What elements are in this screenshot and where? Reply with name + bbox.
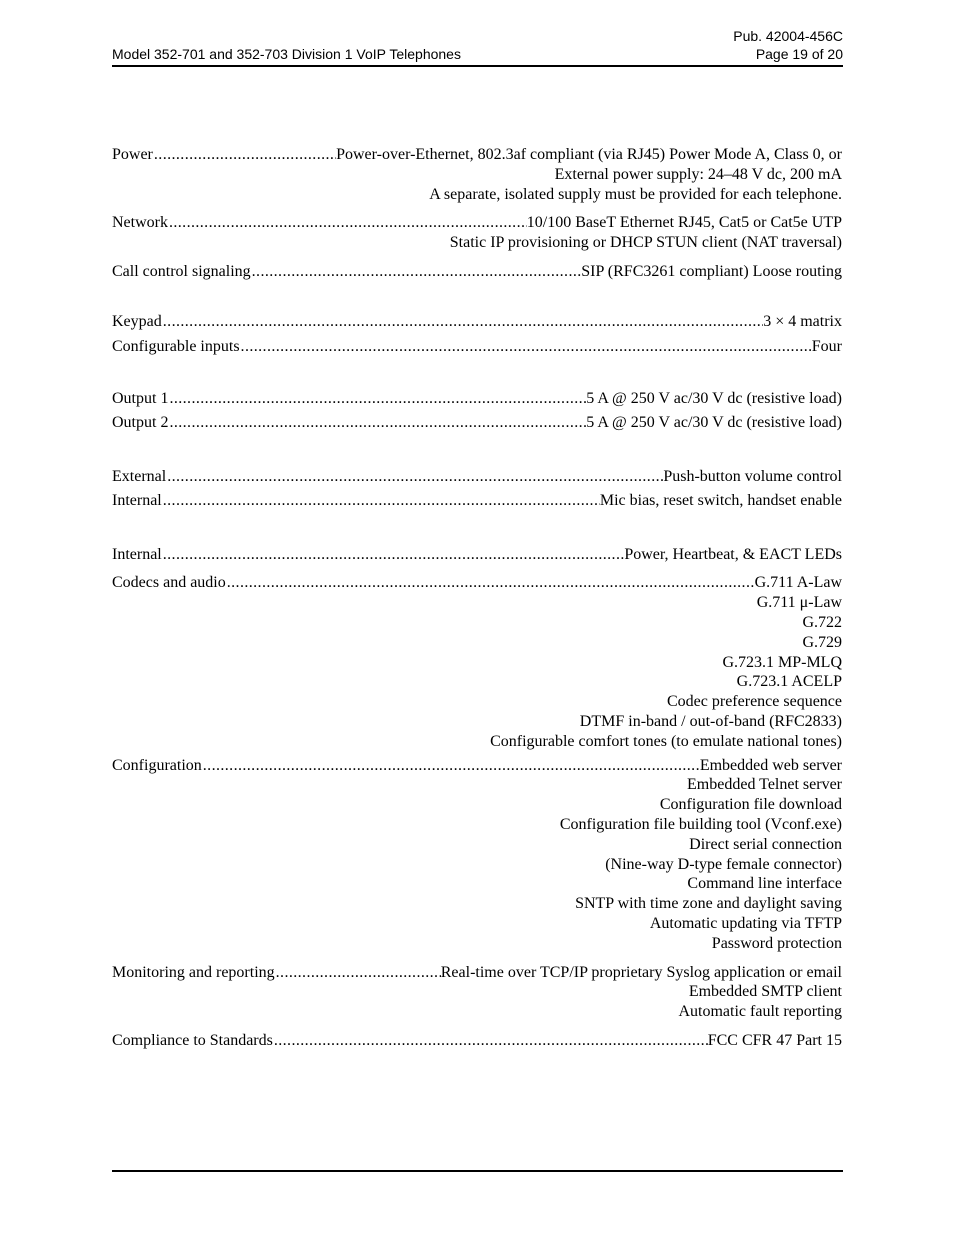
spec-label: Network bbox=[112, 214, 168, 232]
spec-value-line: Direct serial connection bbox=[689, 835, 842, 853]
spec-compliance bbox=[112, 1031, 842, 1051]
spec-value: Embedded web server bbox=[699, 756, 842, 774]
spec-value-line: Static IP provisioning or DHCP STUN client (NAT traversal) bbox=[449, 234, 842, 252]
spec-label: Compliance to Standards bbox=[112, 1031, 273, 1049]
dot-leader bbox=[202, 756, 700, 776]
publication-number: Pub. 42004-456C bbox=[733, 28, 843, 44]
spec-value-line: Configurable comfort tones (to emulate national tones) bbox=[490, 732, 842, 750]
spec-value-line: G.723.1 ACELP bbox=[736, 673, 842, 691]
spec-list bbox=[112, 145, 842, 1051]
spec-value-line: Configuration file download bbox=[659, 796, 842, 814]
spec-value: Real-time over TCP/IP proprietary Syslog application or email bbox=[440, 963, 842, 981]
spec-value-line: G.722 bbox=[802, 613, 842, 631]
dot-leader bbox=[251, 262, 582, 282]
spec-label: External bbox=[112, 467, 167, 485]
dot-leader bbox=[168, 213, 527, 233]
spec-value-line: G.729 bbox=[802, 633, 842, 651]
spec-external bbox=[112, 467, 842, 487]
spec-network bbox=[112, 213, 842, 253]
spec-value-line: DTMF in-band / out-of-band (RFC2833) bbox=[579, 712, 842, 730]
spec-keypad bbox=[112, 312, 842, 332]
spec-value-line: (Nine-way D-type female connector) bbox=[605, 855, 842, 873]
footer-rule bbox=[112, 1170, 843, 1172]
spec-value: FCC CFR 47 Part 15 bbox=[707, 1031, 842, 1049]
spec-value: Power-over-Ethernet, 802.3af compliant (via RJ45) Power Mode A, Class 0, or bbox=[336, 146, 842, 163]
spec-value: 3 × 4 matrix bbox=[763, 312, 842, 330]
spec-label: Configurable inputs bbox=[112, 337, 240, 355]
spec-codecs-audio bbox=[112, 573, 842, 751]
spec-value-line: Command line interface bbox=[687, 875, 842, 893]
spec-label: Monitoring and reporting bbox=[112, 963, 275, 981]
spec-label: Call control signaling bbox=[112, 262, 251, 280]
spec-label: Codecs and audio bbox=[112, 574, 226, 592]
spec-output-1 bbox=[112, 389, 842, 409]
spec-configuration bbox=[112, 756, 842, 954]
spec-label: Internal bbox=[112, 491, 162, 509]
document-title: Model 352-701 and 352-703 Division 1 VoIP Telephones bbox=[112, 46, 461, 62]
spec-value-line: Automatic updating via TFTP bbox=[649, 914, 842, 932]
spec-value-line: Automatic fault reporting bbox=[678, 1003, 842, 1021]
spec-value-line: G.723.1 MP-MLQ bbox=[722, 653, 842, 671]
dot-leader bbox=[162, 491, 600, 511]
spec-value-line: G.711 μ-Law bbox=[756, 594, 842, 612]
dot-leader bbox=[166, 467, 663, 487]
spec-value: Power, Heartbeat, & EACT LEDs bbox=[624, 545, 842, 563]
dot-leader bbox=[273, 1031, 708, 1051]
header-rule bbox=[112, 65, 843, 67]
spec-value-line: Configuration file building tool (Vconf.exe) bbox=[559, 815, 842, 833]
spec-value-line: Embedded Telnet server bbox=[687, 776, 842, 794]
spec-value: Push-button volume control bbox=[663, 467, 842, 485]
spec-value: 5 A @ 250 V ac/30 V dc (resistive load) bbox=[586, 414, 842, 432]
dot-leader bbox=[275, 963, 441, 983]
dot-leader bbox=[240, 337, 812, 357]
spec-value-line: Embedded SMTP client bbox=[688, 983, 842, 1001]
spec-value: SIP (RFC3261 compliant) Loose routing bbox=[581, 262, 842, 280]
dot-leader bbox=[162, 545, 625, 565]
spec-value: 10/100 BaseT Ethernet RJ45, Cat5 or Cat5e UTP bbox=[526, 214, 842, 232]
dot-leader bbox=[168, 413, 586, 433]
spec-value: G.711 A-Law bbox=[754, 574, 842, 592]
spec-label: Keypad bbox=[112, 312, 162, 330]
page-header bbox=[112, 27, 843, 63]
spec-label: Configuration bbox=[112, 756, 202, 774]
spec-label: Power bbox=[112, 146, 153, 163]
spec-value: Mic bias, reset switch, handset enable bbox=[599, 491, 842, 509]
dot-leader bbox=[168, 389, 586, 409]
spec-value-line: Password protection bbox=[711, 934, 842, 952]
spec-value-line: Codec preference sequence bbox=[667, 693, 842, 711]
spec-value-line: SNTP with time zone and daylight saving bbox=[575, 895, 842, 913]
page-number: Page 19 of 20 bbox=[755, 46, 843, 62]
spec-value: 5 A @ 250 V ac/30 V dc (resistive load) bbox=[586, 390, 842, 408]
spec-value: Four bbox=[811, 337, 842, 355]
spec-label: Output 1 bbox=[112, 390, 169, 408]
spec-output-2 bbox=[112, 413, 842, 433]
dot-leader bbox=[162, 312, 763, 332]
spec-call-control bbox=[112, 262, 842, 282]
dot-leader bbox=[153, 145, 336, 165]
spec-internal-indicators bbox=[112, 545, 842, 565]
spec-monitoring-reporting bbox=[112, 963, 842, 1022]
spec-label: Output 2 bbox=[112, 414, 169, 432]
spec-internal-controls bbox=[112, 491, 842, 511]
dot-leader bbox=[226, 573, 755, 593]
spec-value-line: A separate, isolated supply must be provided for each telephone. bbox=[429, 185, 842, 203]
spec-label: Internal bbox=[112, 545, 162, 563]
spec-power bbox=[112, 145, 842, 204]
spec-value-line: External power supply: 24–48 V dc, 200 mA bbox=[554, 165, 842, 183]
spec-configurable-inputs bbox=[112, 337, 842, 357]
